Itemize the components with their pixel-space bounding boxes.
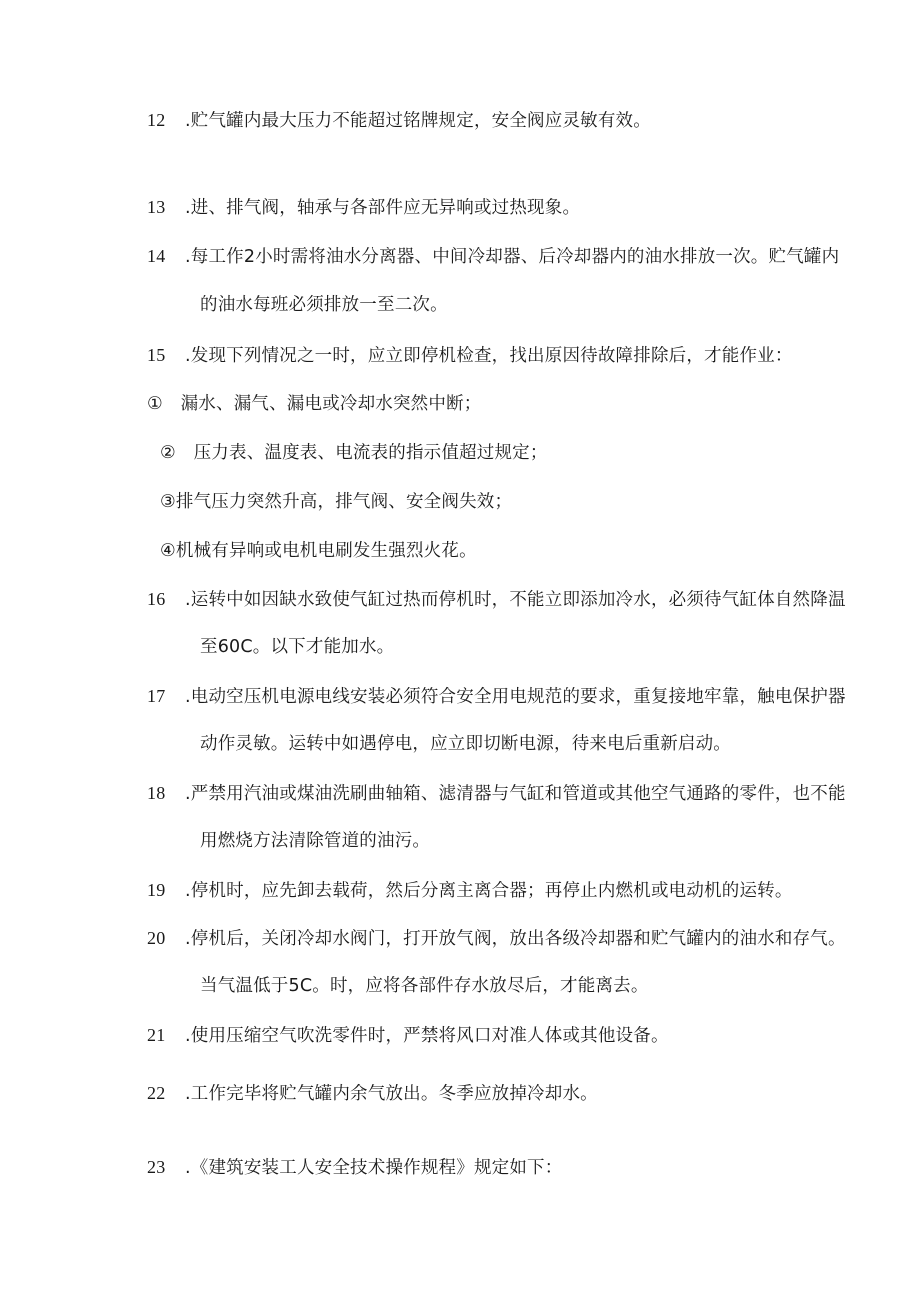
item-17-continuation: 动作灵敏。运转中如遇停电，应立即切断电源，待来电后重新启动。 (200, 734, 731, 754)
item-20-continuation: 当气温低于5C。时，应将各部件存水放尽后，才能离去。 (200, 976, 649, 996)
sub-item-1: ① 漏水、漏气、漏电或冷却水突然中断； (147, 394, 482, 414)
item-text: .严禁用汽油或煤油洗刷曲轴箱、滤清器与气缸和管道或其他空气通路的零件，也不能 (185, 784, 846, 804)
item-18 (147, 781, 846, 806)
item-18-continuation: 用燃烧方法清除管道的油污。 (200, 831, 431, 851)
item-text: .停机时，应先卸去载荷，然后分离主离合器；再停止内燃机或电动机的运转。 (185, 881, 793, 901)
item-number: 19 (147, 880, 166, 900)
item-text: .工作完毕将贮气罐内余气放出。冬季应放掉冷却水。 (185, 1084, 598, 1104)
item-number: 23 (147, 1157, 166, 1177)
item-23 (147, 1155, 562, 1180)
item-number: 18 (147, 783, 166, 803)
item-number: 20 (147, 928, 166, 948)
item-number: 16 (147, 589, 166, 609)
item-15 (147, 343, 793, 368)
item-number: 15 (147, 345, 166, 365)
item-text: .贮气罐内最大压力不能超过铭牌规定，安全阀应灵敏有效。 (185, 111, 651, 131)
item-12 (147, 108, 651, 133)
item-21 (147, 1023, 669, 1048)
item-14-continuation: 的油水每班必须排放一至二次。 (200, 295, 448, 315)
sub-item-2: ② 压力表、温度表、电流表的指示值超过规定； (160, 443, 548, 463)
item-text: .电动空压机电源电线安装必须符合安全用电规范的要求，重复接地牢靠，触电保护器 (185, 687, 846, 707)
item-number: 17 (147, 686, 166, 706)
item-number: 21 (147, 1025, 166, 1045)
item-text: .每工作2小时需将油水分离器、中间冷却器、后冷却器内的油水排放一次。贮气罐内 (185, 247, 840, 267)
item-number: 14 (147, 246, 166, 266)
item-number: 13 (147, 197, 166, 217)
sub-item-4: ④机械有异响或电机电刷发生强烈火花。 (160, 541, 477, 561)
item-13 (147, 195, 580, 220)
item-text: .停机后，关闭冷却水阀门，打开放气阀，放出各级冷却器和贮气罐内的油水和存气。 (185, 929, 846, 949)
sub-item-3: ③排气压力突然升高，排气阀、安全阀失效； (160, 492, 513, 512)
item-20 (147, 926, 846, 951)
item-text: .《建筑安装工人安全技术操作规程》规定如下： (185, 1158, 563, 1178)
item-text: .运转中如因缺水致使气缸过热而停机时，不能立即添加冷水，必须待气缸体自然降温 (185, 590, 846, 610)
item-17 (147, 684, 846, 709)
item-text: .使用压缩空气吹洗零件时，严禁将风口对准人体或其他设备。 (185, 1026, 669, 1046)
item-text: .发现下列情况之一时，应立即停机检查，找出原因待故障排除后，才能作业： (185, 346, 793, 366)
item-number: 22 (147, 1083, 166, 1103)
item-number: 12 (147, 110, 166, 130)
item-16-continuation: 至60C。以下才能加水。 (200, 637, 395, 657)
item-text: .进、排气阀，轴承与各部件应无异响或过热现象。 (185, 198, 581, 218)
item-16 (147, 587, 846, 612)
item-22 (147, 1081, 598, 1106)
item-14 (147, 244, 839, 269)
item-19 (147, 878, 793, 903)
